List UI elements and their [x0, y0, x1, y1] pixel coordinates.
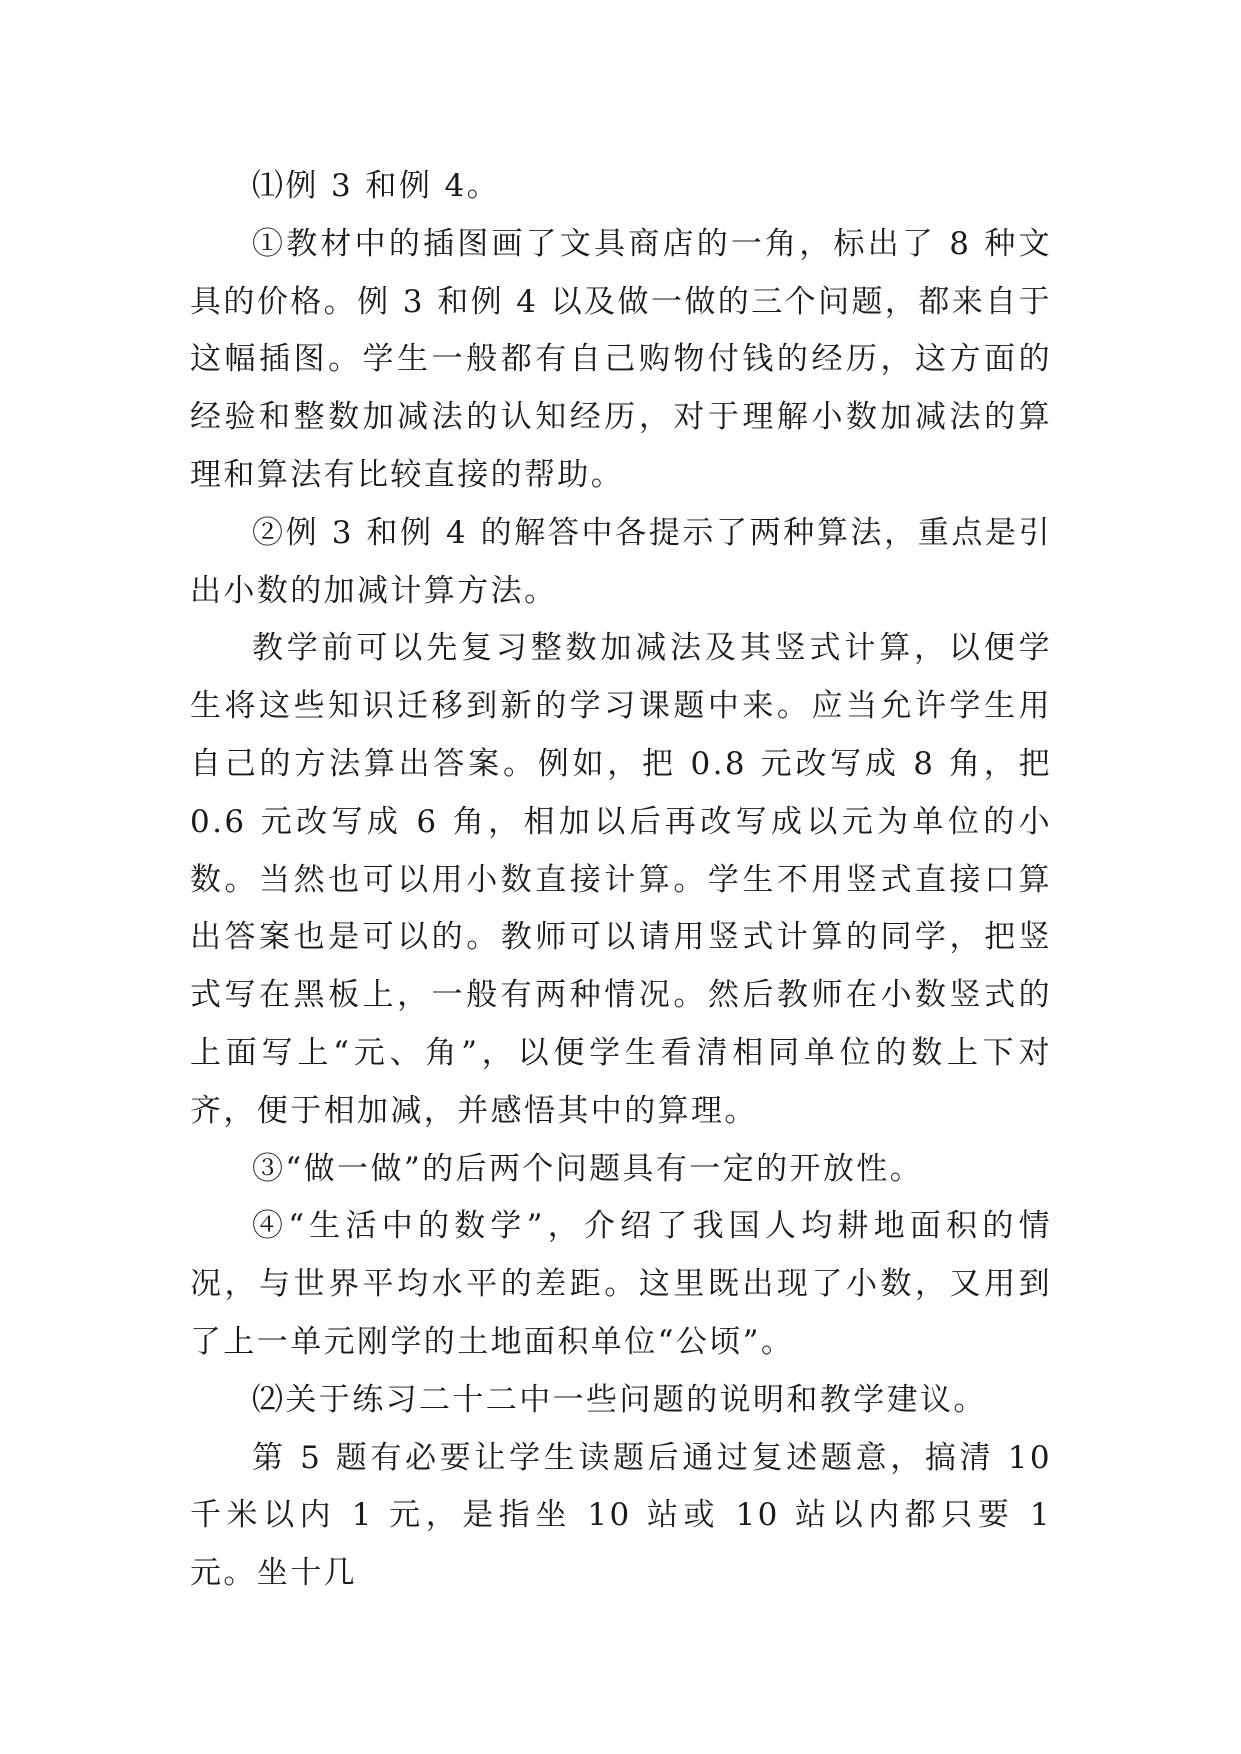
paragraph-section-1-heading: ⑴例 3 和例 4。	[252, 168, 501, 204]
paragraph-exercise-5: 第 5 题有必要让学生读题后通过复述题意，搞清 10 千米以内 1 元，是指坐 10 站或 10 站以内都只要 1 元。坐十几	[190, 1439, 1052, 1592]
paragraph-teaching-note: 教学前可以先复习整数加减法及其竖式计算，以便学生将这些知识迁移到新的学习课题中来。应当允许学生用自己的方法算出答案。例如，把 0.8 元改写成 8 角，把 0.6 元改写成 6 角，相加以后再改写成以元为单位的小数。当然也可以用小数直接计算。学生不用竖式直接口算出答案也是可以的。教师可以请用竖式计算的同学，把竖式写在黑板上，一般有两种情况。然后教师在小数竖式的上面写上“元、角”，以便学生看清相同单位的数上下对齐，便于相加减，并感悟其中的算理。	[190, 630, 1052, 1129]
paragraph-point-3: ③“做一做”的后两个问题具有一定的开放性。	[252, 1150, 924, 1187]
paragraph-point-4: ④“生活中的数学”，介绍了我国人均耕地面积的情况，与世界平均水平的差距。这里既出现了小数，又用到了上一单元刚学的土地面积单位“公顷”。	[190, 1208, 1052, 1360]
document-body	[190, 158, 1052, 1603]
paragraph-section-2-heading: ⑵关于练习二十二中一些问题的说明和教学建议。	[252, 1381, 987, 1418]
paragraph-point-1: ①教材中的插图画了文具商店的一角，标出了 8 种文具的价格。例 3 和例 4 以及做一做的三个问题，都来自于这幅插图。学生一般都有自己购物付钱的经历，这方面的经验和整数加减法的认知经历，对于理解小数加减法的算理和算法有比较直接的帮助。	[190, 225, 1052, 493]
paragraph-point-2: ②例 3 和例 4 的解答中各提示了两种算法，重点是引出小数的加减计算方法。	[190, 514, 1052, 609]
